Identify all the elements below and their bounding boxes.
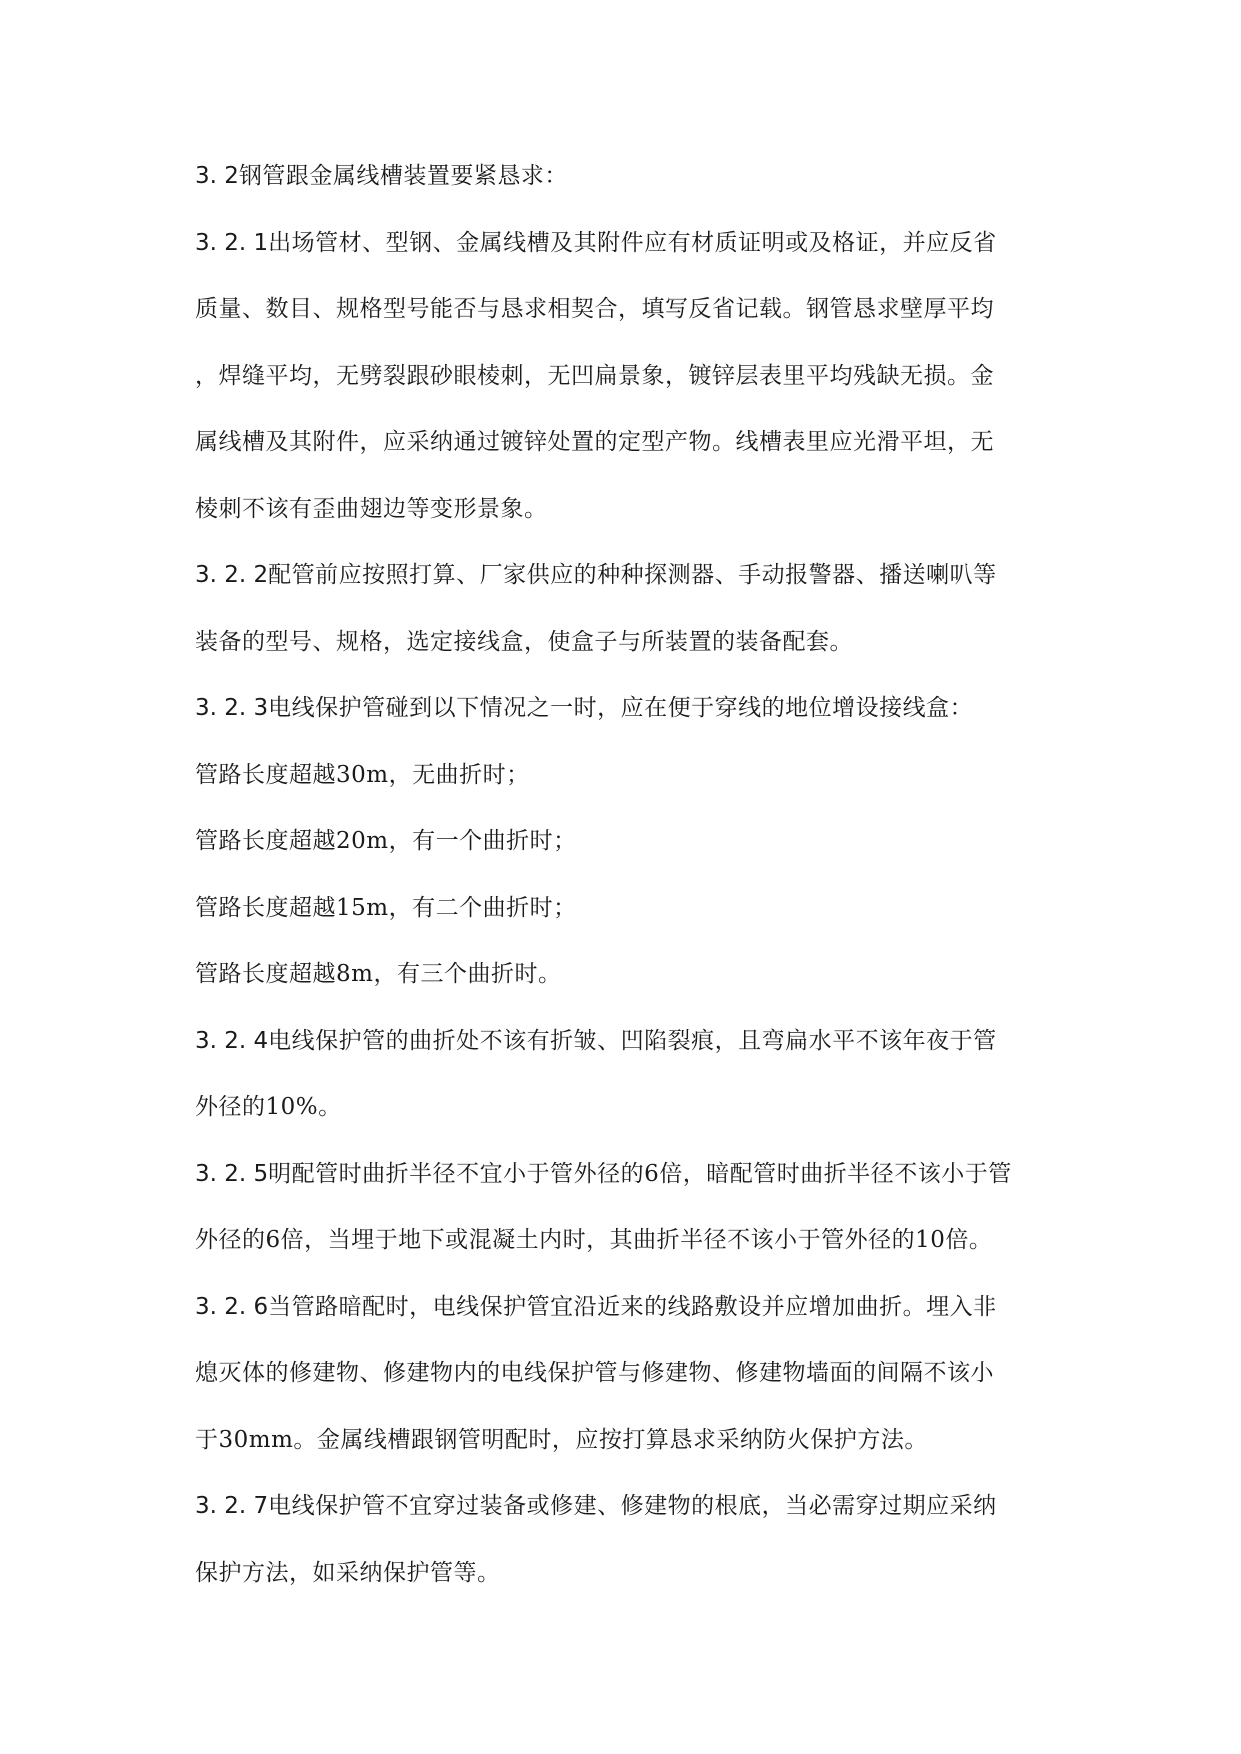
clause-text: 电线保护管的曲折处不该有折皱、凹陷裂痕，且弯扁水平不该年夜于管	[268, 1027, 997, 1054]
paragraph-line	[195, 1091, 1055, 1124]
paragraph-text: 熄灭体的修建物、修建物内的电线保护管与修建物、修建物墙面的间隔不该小	[195, 1360, 994, 1386]
clause-text: 电线保护管碰到以下情况之一时，应在便于穿线的地位增设接线盒：	[268, 695, 974, 721]
paragraph-line	[195, 293, 1055, 326]
clause-number: 3. 2. 6	[195, 1293, 269, 1320]
clause-number: 3. 2. 3	[195, 695, 269, 721]
paragraph-text: 于30mm。金属线槽跟钢管明配时，应按打算恳求采纳防火保护方法。	[195, 1426, 928, 1453]
clause-text: 出场管材、型钢、金属线槽及其附件应有材质证明或及格证，并应反省	[268, 229, 997, 256]
paragraph-line	[195, 1357, 1055, 1390]
paragraph-line	[195, 559, 1055, 592]
paragraph-line	[195, 426, 1055, 459]
clause-text: 明配管时曲折半径不宜小于管外径的6倍，暗配管时曲折半径不该小于管	[268, 1160, 1012, 1187]
paragraph-line	[195, 360, 1055, 393]
paragraph-line	[195, 1025, 1055, 1058]
clause-text: 电线保护管不宜穿过装备或修建、修建物的根底，当必需穿过期应采纳	[268, 1493, 997, 1519]
clause-number: 3. 2	[195, 163, 239, 189]
clause-text: 配管前应按照打算、厂家供应的种种探测器、手动报警器、播送喇叭等	[268, 562, 997, 588]
paragraph-line	[195, 1291, 1055, 1324]
paragraph-line	[195, 1158, 1055, 1191]
paragraph-line	[195, 1224, 1055, 1257]
paragraph-text: 棱刺不该有歪曲翅边等变形景象。	[195, 495, 548, 522]
document-body	[195, 160, 1055, 1623]
paragraph-line	[195, 1557, 1055, 1590]
clause-text: 当管路暗配时，电线保护管宜沿近来的线路敷设并应增加曲折。埋入非	[268, 1293, 997, 1320]
paragraph-text: 管路长度超越20m，有一个曲折时；	[195, 828, 577, 854]
list-item	[195, 958, 1055, 991]
clause-number: 3. 2. 1	[195, 229, 269, 256]
paragraph-line	[195, 626, 1055, 659]
paragraph-text: 外径的6倍，当埋于地下或混凝土内时，其曲折半径不该小于管外径的10倍。	[195, 1227, 993, 1253]
paragraph-line	[195, 1424, 1055, 1457]
paragraph-text: ，焊缝平均，无劈裂跟砂眼棱刺，无凹扁景象，镀锌层表里平均残缺无损。金	[195, 362, 994, 389]
clause-number: 3. 2. 4	[195, 1027, 269, 1054]
paragraph-line	[195, 1490, 1055, 1523]
paragraph-line	[195, 692, 1055, 725]
clause-number: 3. 2. 7	[195, 1493, 269, 1519]
paragraph-line	[195, 493, 1055, 526]
list-item	[195, 825, 1055, 858]
list-item	[195, 759, 1055, 792]
paragraph-text: 管路长度超越15m，有二个曲折时；	[195, 894, 577, 921]
clause-number: 3. 2. 5	[195, 1160, 269, 1187]
paragraph-text: 属线槽及其附件，应采纳通过镀锌处置的定型产物。线槽表里应光滑平坦，无	[195, 429, 994, 455]
paragraph-text: 保护方法，如采纳保护管等。	[195, 1559, 501, 1586]
clause-number: 3. 2. 2	[195, 562, 269, 588]
paragraph-text: 管路长度超越30m，无曲折时；	[195, 761, 530, 788]
list-item	[195, 892, 1055, 925]
paragraph-text: 装备的型号、规格，选定接线盒，使盒子与所装置的装备配套。	[195, 628, 853, 655]
paragraph-text: 管路长度超越8m，有三个曲折时。	[195, 961, 562, 987]
clause-text: 钢管跟金属线槽装置要紧恳求：	[238, 163, 568, 189]
paragraph-text: 质量、数目、规格型号能否与恳求相契合，填写反省记载。钢管恳求壁厚平均	[195, 296, 994, 322]
paragraph-text: 外径的10%。	[195, 1094, 342, 1120]
section-heading	[195, 160, 1055, 193]
paragraph-line	[195, 227, 1055, 260]
